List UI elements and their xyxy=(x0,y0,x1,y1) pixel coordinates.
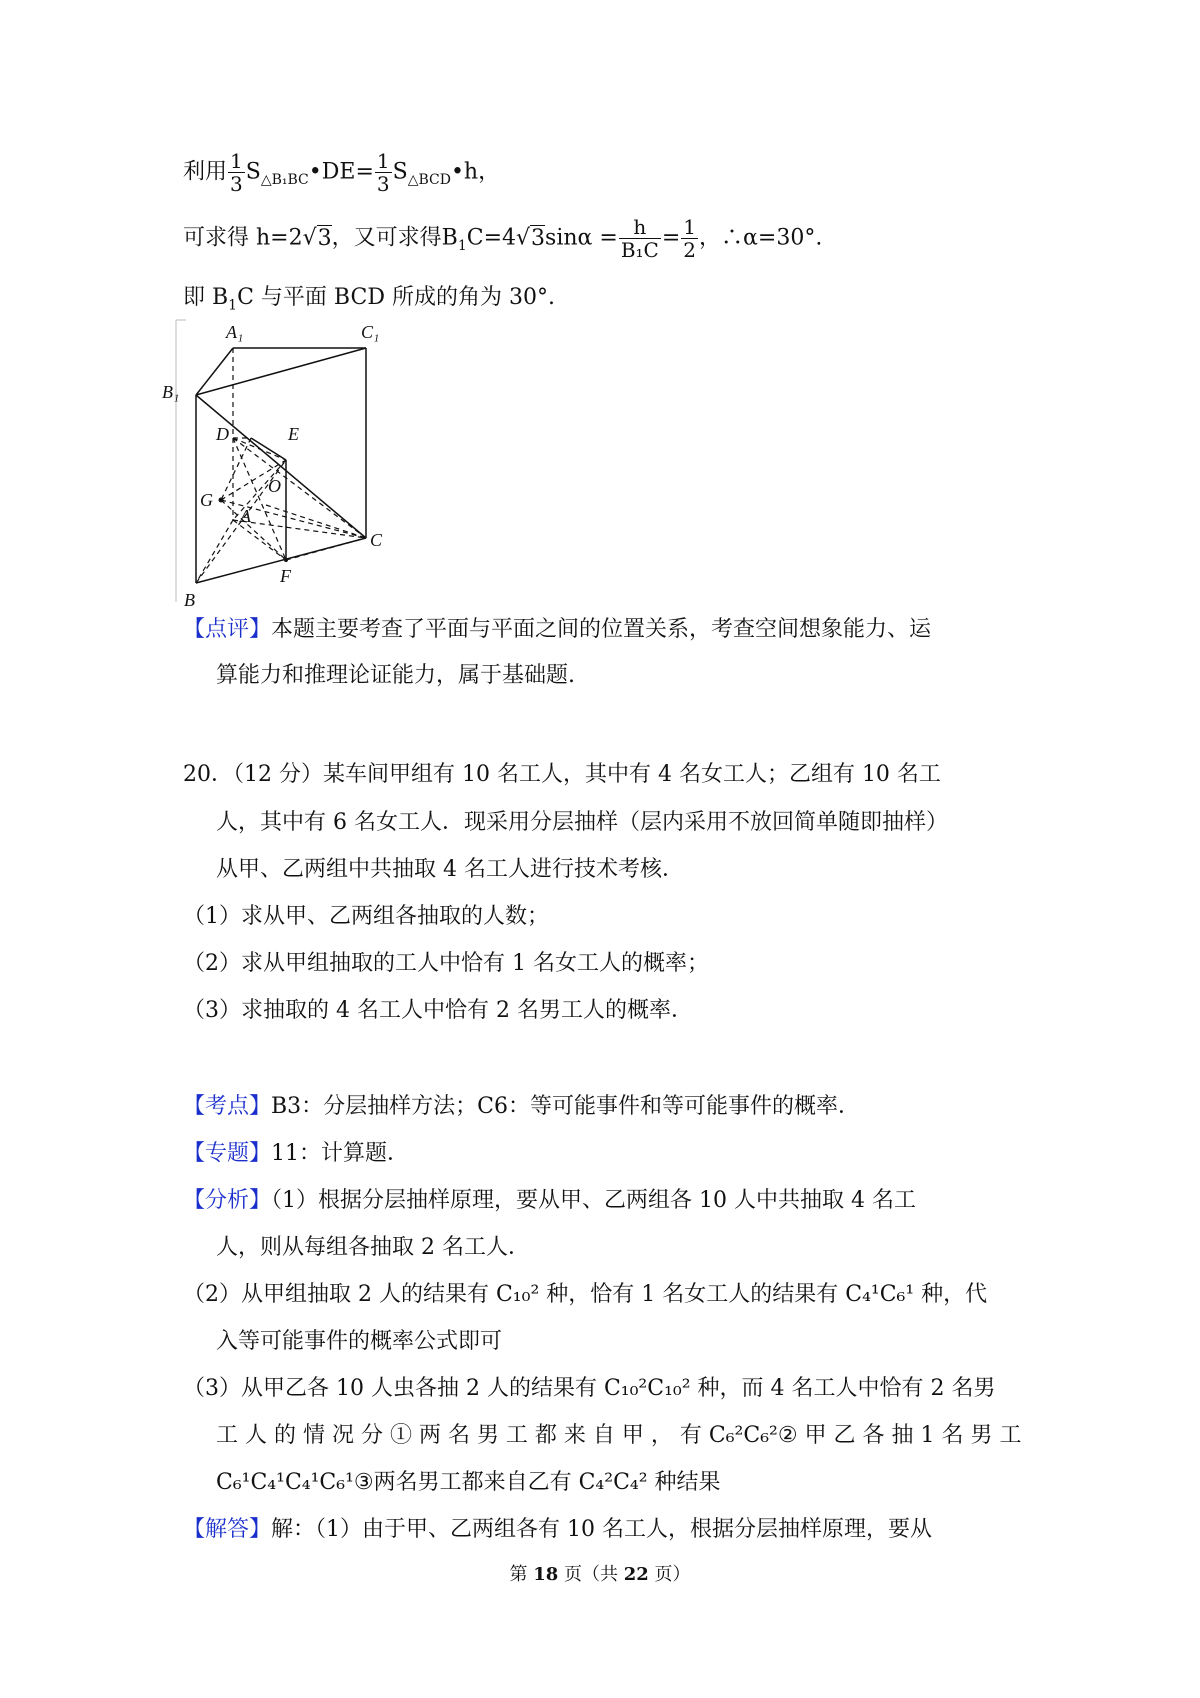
text: 利用 xyxy=(183,159,228,185)
text: 即 B xyxy=(183,285,229,310)
comment-text: 本题主要考查了平面与平面之间的位置关系，考查空间想象能力、运 xyxy=(271,617,932,642)
comment-text: 算能力和推理论证能力，属于基础题. xyxy=(216,663,575,688)
label-c1: C₁ xyxy=(361,322,380,342)
problem-20-question-1: （1）求从甲、乙两组各抽取的人数； xyxy=(183,904,549,929)
fenxi-tag: 【分析】 xyxy=(183,1188,272,1213)
comment-line-2 xyxy=(216,661,575,691)
fenxi-part2-line-1: （2）从甲组抽取 2 人的结果有 C₁₀² 种，恰有 1 名女工人的结果有 C₄¹C₆¹ 种，代 xyxy=(183,1282,988,1307)
fraction: $\frac{1}{2}$ xyxy=(683,215,697,262)
page-number: 18 xyxy=(533,1564,559,1585)
fenxi-text: （1）根据分层抽样原理，要从甲、乙两组各 10 人中共抽取 4 名工 xyxy=(271,1188,916,1213)
text: C=4 xyxy=(466,225,517,251)
fenxi-part3-line-1: （3）从甲乙各 10 人虫各抽 2 人的结果有 C₁₀²C₁₀² 种，而 4 名工人中恰有 2 名男 xyxy=(183,1376,996,1401)
fenxi-line-2: 人，则从每组各抽取 2 名工人． xyxy=(216,1235,530,1260)
fraction: $\frac{1}{3}$ xyxy=(376,149,390,196)
label-a1: A₁ xyxy=(226,322,244,342)
total-pages: 22 xyxy=(623,1564,649,1585)
subscript: △B₁BC xyxy=(260,171,309,188)
text: •DE= xyxy=(308,159,374,185)
label-e: E xyxy=(288,424,299,444)
zhuanti-text: 11：计算题． xyxy=(271,1141,410,1166)
fenxi-part2-line-2: 入等可能事件的概率公式即可 xyxy=(216,1329,503,1354)
radicand: 3 xyxy=(317,225,332,251)
label-o: O xyxy=(268,476,281,496)
jieda-line xyxy=(183,1515,932,1545)
text: 可求得 h= xyxy=(183,225,289,251)
subscript: △BCD xyxy=(407,171,451,188)
text: sinα = xyxy=(545,225,618,251)
label-a: A xyxy=(240,506,251,526)
fraction: $\frac{h}{\text{B₁C}}$ xyxy=(620,215,659,262)
label-b1: B₁ xyxy=(162,382,180,402)
symbol-s: S xyxy=(392,159,408,185)
prism-figure xyxy=(162,320,406,610)
problem-20-question-2: （2）求从甲组抽取的工人中恰有 1 名女工人的概率； xyxy=(183,951,709,976)
jieda-text: 解：（1）由于甲、乙两组各有 10 名工人，根据分层抽样原理，要从 xyxy=(271,1517,932,1542)
text: ，又可求得 xyxy=(331,225,442,251)
coef: 2 xyxy=(288,225,303,251)
zhuanti-tag: 【专题】 xyxy=(183,1141,272,1166)
footer-text: 页（共 xyxy=(558,1564,624,1585)
subscript: 1 xyxy=(228,297,238,314)
jieda-tag: 【解答】 xyxy=(183,1517,272,1542)
page-footer xyxy=(0,1560,1200,1586)
text: C 与平面 BCD 所成的角为 30°. xyxy=(237,285,555,310)
text: B xyxy=(441,225,458,251)
text: ，∴α=30°. xyxy=(699,225,823,251)
footer-text: 页） xyxy=(648,1564,691,1585)
label-f: F xyxy=(280,566,291,586)
symbol-s: S xyxy=(245,159,261,185)
solution-line-3 xyxy=(183,283,555,313)
text: •h， xyxy=(450,159,501,185)
label-d: D xyxy=(216,424,229,444)
kaodian-tag: 【考点】 xyxy=(183,1094,272,1119)
kaodian-line xyxy=(183,1092,860,1122)
solution-line-1 xyxy=(183,150,500,195)
problem-20-line-2: 人，其中有 6 名女工人．现采用分层抽样（层内采用不放回简单随即抽样） xyxy=(216,810,948,835)
label-b: B xyxy=(184,590,195,610)
label-g: G xyxy=(200,490,213,510)
problem-20-line-1: 20．（12 分）某车间甲组有 10 名工人，其中有 4 名女工人；乙组有 10 名工 xyxy=(183,762,941,787)
radicand: 3 xyxy=(531,225,546,251)
label-c: C xyxy=(370,530,383,550)
comment-line-1 xyxy=(183,615,931,645)
fenxi-line-1 xyxy=(183,1186,916,1216)
text: = xyxy=(661,225,681,251)
fenxi-part3-line-2: 工 人 的 情 况 分 ① 两 名 男 工 都 来 自 甲 ， 有 C₆²C₆²② 甲 乙 各 抽 1 名 男 工 xyxy=(216,1423,1022,1448)
fenxi-part3-line-3: C₆¹C₄¹C₄¹C₆¹③两名男工都来自乙有 C₄²C₄² 种结果 xyxy=(216,1470,721,1495)
problem-20-question-3: （3）求抽取的 4 名工人中恰有 2 名男工人的概率． xyxy=(183,998,693,1023)
zhuanti-line xyxy=(183,1139,409,1169)
fraction: $\frac{1}{3}$ xyxy=(230,149,243,196)
kaodian-text: B3：分层抽样方法；C6：等可能事件和等可能事件的概率． xyxy=(271,1094,861,1119)
problem-20-line-3: 从甲、乙两组中共抽取 4 名工人进行技术考核． xyxy=(216,857,684,882)
solution-line-2: 可求得 h=2√3，又可求得$B_1C=4√3\sin\alpha$ = $\frac{h}{\text{B₁C}}$ = $\frac{1}{2}$ ，∴α=30°. xyxy=(183,215,823,262)
subscript: 1 xyxy=(457,237,467,254)
footer-text: 第 xyxy=(509,1564,534,1585)
comment-tag: 【点评】 xyxy=(183,617,272,642)
